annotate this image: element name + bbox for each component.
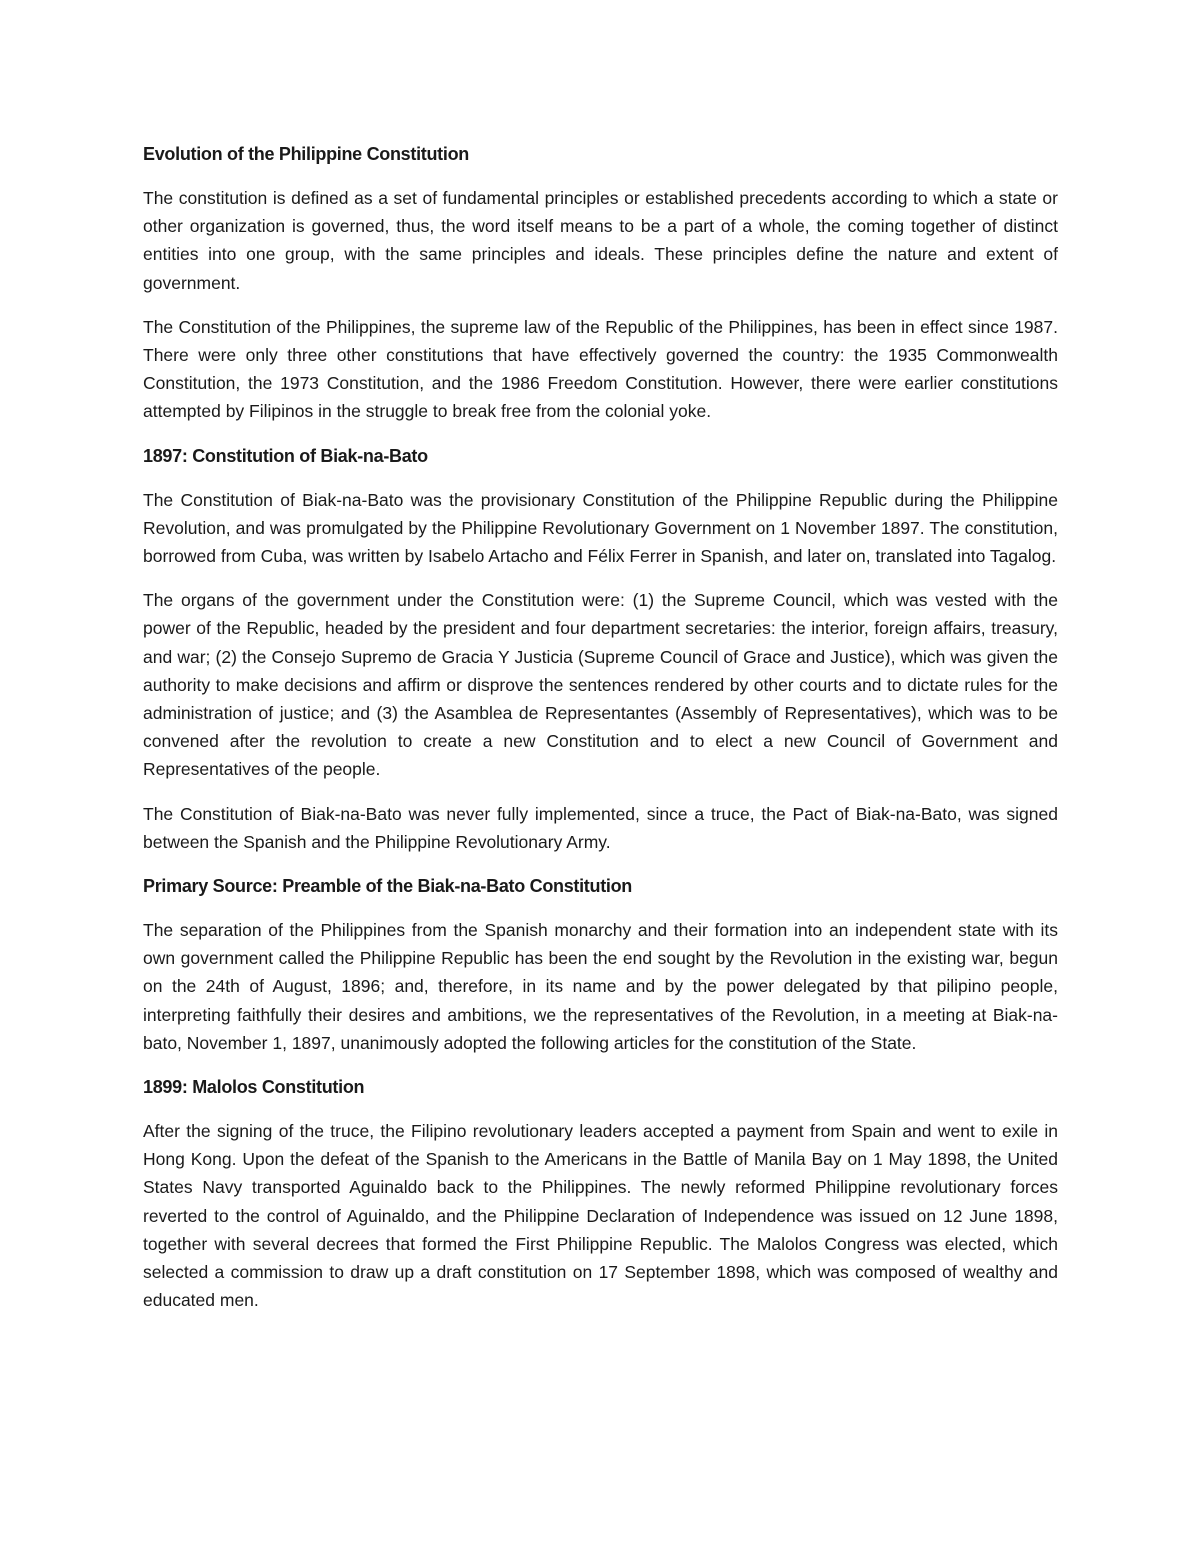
section-heading-biak-na-bato: 1897: Constitution of Biak-na-Bato [143, 445, 428, 466]
section-paragraph: The separation of the Philippines from the Spanish monarchy and their formation into an independent state with its own government called the Philippine Republic has been the end sought by the Revolution in the existing war, begun on the 24th of August, 1896; and, therefore, in its name and by the power delegated by that pilipino people, interpreting faithfully their desires and ambitions, we the representatives of the Revolution, in a meeting at Biak-na-bato, November 1, 1897, unanimously adopted the following articles for the constitution of the State. [143, 920, 1058, 1053]
document-page [143, 140, 1058, 1331]
section-heading-preamble: Primary Source: Preamble of the Biak-na-Bato Constitution [143, 876, 632, 897]
section-paragraph: The Constitution of Biak-na-Bato was never fully implemented, since a truce, the Pact of Biak-na-Bato, was signed between the Spanish and the Philippine Revolutionary Army. [143, 803, 1058, 852]
section-paragraph: After the signing of the truce, the Filipino revolutionary leaders accepted a payment from Spain and went to exile in Hong Kong. Upon the defeat of the Spanish to the Americans in the Battle of Manila Bay on 1 May 1898, the United States Navy transported Aguinaldo back to the Philippines. The newly reformed Philippine revolutionary forces reverted to the control of Aguinaldo, and the Philippine Declaration of Independence was issued on 12 June 1898, together with several decrees that formed the First Philippine Republic. The Malolos Congress was elected, which selected a commission to draw up a draft constitution on 17 September 1898, which was composed of wealthy and educated men. [143, 1121, 1058, 1311]
intro-paragraph: The constitution is defined as a set of fundamental principles or established precedents according to which a state or other organization is governed, thus, the word itself means to be a part of a whole, the coming together of distinct entities into one group, with the same principles and ideals. These principles define the nature and extent of government. [143, 188, 1058, 293]
section-paragraph: The Constitution of Biak-na-Bato was the provisionary Constitution of the Philippine Republic during the Philippine Revolution, and was promulgated by the Philippine Revolutionary Government on 1 November 1897. The constitution, borrowed from Cuba, was written by Isabelo Artacho and Félix Ferrer in Spanish, and later on, translated into Tagalog. [143, 489, 1058, 567]
intro-paragraph: The Constitution of the Philippines, the supreme law of the Republic of the Philippines, has been in effect since 1987. There were only three other constitutions that have effectively governed the country: the 1935 Commonwealth Constitution, the 1973 Constitution, and the 1986 Freedom Constitution. However, there were earlier constitutions attempted by Filipinos in the struggle to break free from the colonial yoke. [143, 316, 1058, 422]
section-heading-malolos: 1899: Malolos Constitution [143, 1077, 365, 1098]
section-paragraph: The organs of the government under the Constitution were: (1) the Supreme Council, which was vested with the power of the Republic, headed by the president and four department secretaries: the interior, foreign affairs, treasury, and war; (2) the Consejo Supremo de Gracia Y Justicia (Supreme Council of Grace and Justice), which was given the authority to make decisions and affirm or disprove the sentences rendered by other courts and to dictate rules for the administration of justice; and (3) the Asamblea de Representantes (Assembly of Representatives), which was to be convened after the revolution to create a new Constitution and to elect a new Council of Government and Representatives of the people. [143, 590, 1058, 780]
document-title: Evolution of the Philippine Constitution [143, 144, 469, 164]
